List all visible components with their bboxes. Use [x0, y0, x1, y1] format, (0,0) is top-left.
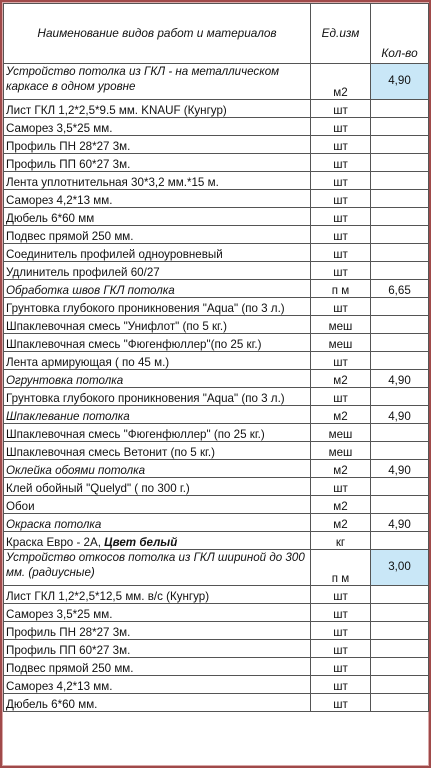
item-name-text: Профиль ПН 28*27 3м. [6, 139, 131, 153]
item-unit: шт [311, 352, 371, 370]
item-unit: м2 [311, 370, 371, 388]
item-qty [371, 190, 429, 208]
table-row [4, 154, 429, 172]
item-unit: шт [311, 622, 371, 640]
item-name [4, 460, 311, 478]
item-qty [371, 586, 429, 604]
item-name [4, 424, 311, 442]
item-name-text: Лента армирующая ( по 45 м.) [6, 355, 170, 369]
section-row [4, 370, 429, 388]
item-name-text: Саморез 4,2*13 мм. [6, 679, 113, 693]
item-name-text: Удлинитель профилей 60/27 [6, 265, 160, 279]
table-row [4, 532, 429, 550]
item-name-text: Шпаклевочная смесь "Унифлот" (по 5 кг.) [6, 319, 227, 333]
item-name [4, 136, 311, 154]
item-name [4, 100, 311, 118]
item-name-text: Саморез 3,5*25 мм. [6, 607, 113, 621]
item-qty [371, 208, 429, 226]
header-qty: Кол-во [371, 4, 429, 64]
item-qty [371, 118, 429, 136]
table-row [4, 388, 429, 406]
item-unit: меш [311, 334, 371, 352]
item-name-text: Грунтовка глубокого проникновения "Aqua" (по 3 л.) [6, 301, 285, 315]
item-qty: 4,90 [371, 406, 429, 424]
item-unit: м2 [311, 514, 371, 532]
item-qty [371, 352, 429, 370]
table-row [4, 442, 429, 460]
section-row [4, 64, 429, 100]
header-name: Наименование видов работ и материалов [4, 4, 311, 64]
item-unit: шт [311, 208, 371, 226]
item-name-text: Профиль ПП 60*27 3м. [6, 157, 131, 171]
table-row [4, 658, 429, 676]
item-name-text: Шпаклевочная смесь "Фюгенфюллер"(по 25 кг.) [6, 337, 262, 351]
item-name-text: Саморез 3,5*25 мм. [6, 121, 113, 135]
item-name [4, 190, 311, 208]
table-row [4, 226, 429, 244]
table-row [4, 424, 429, 442]
item-name [4, 316, 311, 334]
item-unit: кг [311, 532, 371, 550]
table-row [4, 172, 429, 190]
item-qty [371, 532, 429, 550]
item-qty [371, 100, 429, 118]
table-row [4, 496, 429, 514]
item-qty [371, 334, 429, 352]
item-name [4, 226, 311, 244]
item-unit: шт [311, 244, 371, 262]
item-qty [371, 496, 429, 514]
item-unit: шт [311, 586, 371, 604]
item-name [4, 352, 311, 370]
table-row [4, 316, 429, 334]
item-unit: м2 [311, 460, 371, 478]
item-name-text: Соединитель профилей одноуровневый [6, 247, 223, 261]
table-row [4, 586, 429, 604]
section-row [4, 406, 429, 424]
table-row [4, 244, 429, 262]
item-name [4, 118, 311, 136]
item-unit: шт [311, 262, 371, 280]
item-name [4, 370, 311, 388]
item-name [4, 334, 311, 352]
item-unit: шт [311, 478, 371, 496]
item-qty [371, 226, 429, 244]
item-name-text: Оклейка обоями потолка [6, 463, 146, 477]
item-name-text: Саморез 4,2*13 мм. [6, 193, 113, 207]
item-unit: шт [311, 154, 371, 172]
item-name [4, 64, 311, 100]
item-name [4, 244, 311, 262]
item-unit: шт [311, 136, 371, 154]
item-name [4, 388, 311, 406]
item-unit: меш [311, 442, 371, 460]
item-qty: 4,90 [371, 64, 429, 100]
item-qty [371, 658, 429, 676]
item-qty: 4,90 [371, 514, 429, 532]
item-qty: 4,90 [371, 460, 429, 478]
table-row [4, 694, 429, 712]
item-name-text: Лист ГКЛ 1,2*2,5*9.5 мм. KNAUF (Кунгур) [6, 103, 227, 117]
item-name [4, 406, 311, 424]
item-qty [371, 442, 429, 460]
item-qty [371, 676, 429, 694]
item-name-text: Устройство потолка из ГКЛ - на металлическом каркасе в одном уровне [6, 65, 280, 93]
item-name-text: Лист ГКЛ 1,2*2,5*12,5 мм. в/с (Кунгур) [6, 589, 210, 603]
table-row [4, 676, 429, 694]
item-qty [371, 604, 429, 622]
item-name-text: Окраска потолка [6, 517, 102, 531]
item-unit: м2 [311, 64, 371, 100]
item-qty [371, 622, 429, 640]
item-unit: шт [311, 190, 371, 208]
table-row [4, 298, 429, 316]
section-row [4, 550, 429, 586]
table-header [4, 4, 429, 64]
item-qty [371, 424, 429, 442]
table-row [4, 622, 429, 640]
item-qty [371, 694, 429, 712]
item-name-text: Лента уплотнительная 30*3,2 мм.*15 м. [6, 175, 219, 189]
table-body [4, 64, 429, 712]
table-row [4, 136, 429, 154]
item-name-text: Подвес прямой 250 мм. [6, 229, 134, 243]
item-name [4, 640, 311, 658]
item-name [4, 514, 311, 532]
item-name-text: Дюбель 6*60 мм [6, 211, 95, 225]
item-unit: шт [311, 118, 371, 136]
item-name-text: Подвес прямой 250 мм. [6, 661, 134, 675]
item-name [4, 262, 311, 280]
item-unit: шт [311, 694, 371, 712]
table-row [4, 478, 429, 496]
estimate-table [3, 3, 429, 712]
item-name [4, 478, 311, 496]
item-name-text: Обработка швов ГКЛ потолка [6, 283, 175, 297]
item-unit: м2 [311, 496, 371, 514]
item-qty: 3,00 [371, 550, 429, 586]
item-name-text: Клей обойный "Quelyd" ( по 300 г.) [6, 481, 190, 495]
item-name-text: Шпаклевочная смесь "Фюгенфюллер" (по 25 кг.) [6, 427, 265, 441]
table-row [4, 640, 429, 658]
item-unit: меш [311, 424, 371, 442]
section-row [4, 280, 429, 298]
item-name-text: Грунтовка глубокого проникновения "Aqua" (по 3 л.) [6, 391, 285, 405]
item-unit: шт [311, 298, 371, 316]
section-row [4, 514, 429, 532]
item-name-text: Дюбель 6*60 мм. [6, 697, 98, 711]
table-row [4, 352, 429, 370]
section-row [4, 460, 429, 478]
item-name-text: Устройство откосов потолка из ГКЛ шириной до 300 мм. (радиусные) [6, 551, 305, 579]
item-name [4, 442, 311, 460]
item-name [4, 208, 311, 226]
item-unit: меш [311, 316, 371, 334]
item-unit: п м [311, 280, 371, 298]
item-unit: шт [311, 388, 371, 406]
table-row [4, 118, 429, 136]
item-qty [371, 136, 429, 154]
item-name [4, 496, 311, 514]
item-name [4, 532, 311, 550]
item-name-text: Профиль ПН 28*27 3м. [6, 625, 131, 639]
item-unit: шт [311, 226, 371, 244]
table-row [4, 262, 429, 280]
item-name [4, 604, 311, 622]
item-unit: шт [311, 100, 371, 118]
item-qty [371, 478, 429, 496]
table-row [4, 190, 429, 208]
item-name-text: Краска Евро - 2А, [6, 535, 105, 549]
item-name [4, 622, 311, 640]
item-qty: 6,65 [371, 280, 429, 298]
table-row [4, 604, 429, 622]
item-unit: шт [311, 604, 371, 622]
item-name-text: Профиль ПП 60*27 3м. [6, 643, 131, 657]
item-qty [371, 640, 429, 658]
item-unit: шт [311, 658, 371, 676]
header-unit: Ед.изм [311, 4, 371, 64]
item-name-emphasis: Цвет белый [104, 535, 178, 549]
table-row [4, 100, 429, 118]
item-name [4, 172, 311, 190]
item-name [4, 676, 311, 694]
table-row [4, 208, 429, 226]
item-name [4, 586, 311, 604]
item-name [4, 298, 311, 316]
item-unit: п м [311, 550, 371, 586]
item-unit: м2 [311, 406, 371, 424]
item-unit: шт [311, 676, 371, 694]
item-unit: шт [311, 640, 371, 658]
item-name-text: Обои [6, 499, 35, 513]
item-name-text: Шпаклевание потолка [6, 409, 130, 423]
table-row [4, 334, 429, 352]
item-name [4, 550, 311, 586]
item-name [4, 280, 311, 298]
item-name-text: Огрунтовка потолка [6, 373, 124, 387]
item-qty: 4,90 [371, 370, 429, 388]
item-qty [371, 298, 429, 316]
item-qty [371, 154, 429, 172]
item-name [4, 694, 311, 712]
item-name [4, 154, 311, 172]
item-qty [371, 172, 429, 190]
item-name-text: Шпаклевочная смесь Ветонит (по 5 кг.) [6, 445, 215, 459]
item-unit: шт [311, 172, 371, 190]
item-qty [371, 388, 429, 406]
item-qty [371, 244, 429, 262]
item-name [4, 658, 311, 676]
item-qty [371, 262, 429, 280]
item-qty [371, 316, 429, 334]
